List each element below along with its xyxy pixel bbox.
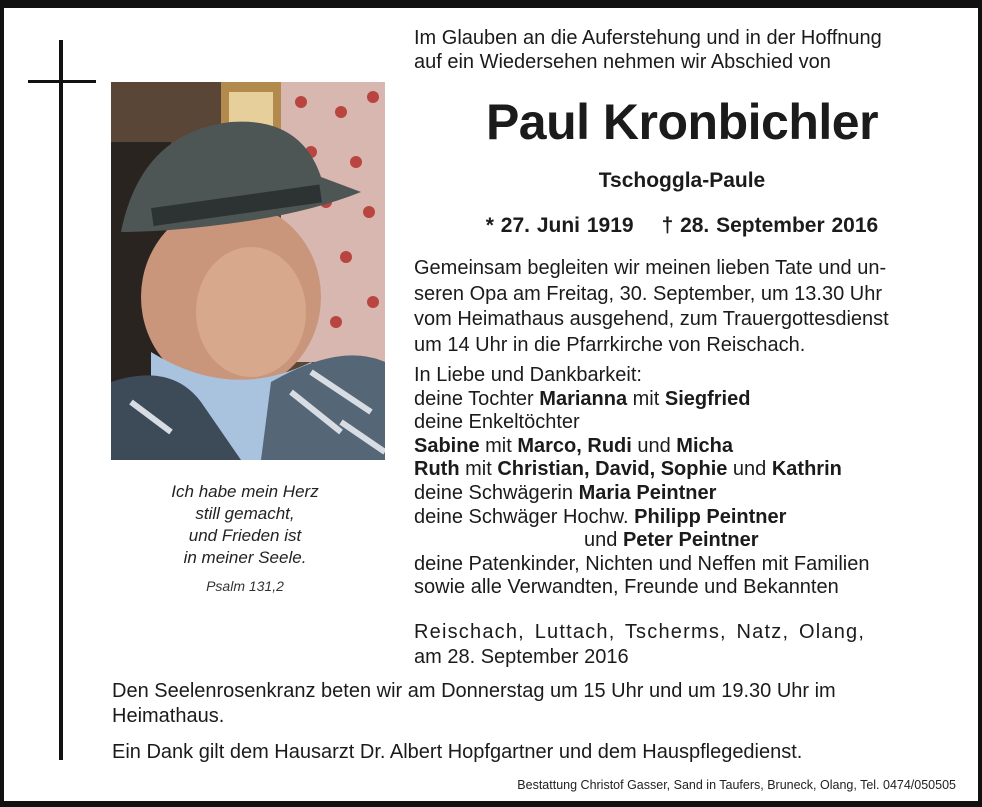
mourner-line: und Peter Peintner <box>584 529 759 552</box>
deceased-name: Paul Kronbichler <box>485 94 879 150</box>
thanks-line: Ein Dank gilt dem Hausarzt Dr. Albert Hopfgartner und dem Hauspflegedienst. <box>112 741 803 763</box>
death-date: † 28. September 2016 <box>661 214 879 237</box>
intro-text <box>414 26 882 74</box>
cross-icon-bar <box>28 80 96 83</box>
funeral-line: um 14 Uhr in die Pfarrkirche von Reischach. <box>414 333 806 356</box>
rosary-line: Heimathaus. <box>112 705 225 727</box>
mourner-line: deine Schwägerin Maria Peintner <box>414 481 717 504</box>
life-dates <box>414 213 950 239</box>
mourner-line: deine Schwäger Hochw. Philipp Peintner <box>414 505 787 528</box>
intro-line: Im Glauben an die Auferstehung und in der Hoffnung <box>414 27 882 49</box>
intro-line: auf ein Wiedersehen nehmen wir Abschied von <box>414 51 831 73</box>
rosary-info <box>112 679 836 729</box>
psalm-reference: Psalm 131,2 <box>206 578 284 594</box>
mourners-intro: In Liebe und Dankbarkeit: <box>414 364 642 386</box>
funeral-line: Gemeinsam begleiten wir meinen lieben Tate und un- <box>414 257 887 279</box>
mourner-line: deine Tochter Marianna mit Siegfried <box>414 387 751 410</box>
places: Reischach, Luttach, Tscherms, Natz, Olang, <box>414 621 866 643</box>
mourner-line: sowie alle Verwandten, Freunde und Bekannten <box>414 576 839 599</box>
mourner-line: Ruth mit Christian, David, Sophie und Kathrin <box>414 458 842 481</box>
nickname: Tschoggla-Paule <box>598 169 766 192</box>
mourners-list <box>414 364 869 600</box>
date: am 28. September 2016 <box>414 646 629 668</box>
cross-icon <box>59 40 63 760</box>
rosary-line: Den Seelenrosenkranz beten wir am Donnerstag um 15 Uhr und um 19.30 Uhr im <box>112 680 836 702</box>
funeral-home-footer: Bestattung Christof Gasser, Sand in Taufers, Bruneck, Olang, Tel. 0474/050505 <box>517 778 956 792</box>
funeral-line: seren Opa am Freitag, 30. September, um 13.30 Uhr <box>414 282 883 305</box>
psalm-line: still gemacht, <box>195 504 295 523</box>
mourner-line: deine Patenkinder, Nichten und Neffen mit Familien <box>414 552 870 575</box>
mourner-line: deine Enkeltöchter <box>414 411 580 434</box>
psalm-line: Ich habe mein Herz <box>171 482 319 501</box>
mourner-line: Sabine mit Marco, Rudi und Micha <box>414 434 733 457</box>
portrait-photo <box>111 82 385 460</box>
birth-date: * 27. Juni 1919 <box>485 214 634 237</box>
psalm-line: in meiner Seele. <box>183 548 307 567</box>
place-date <box>414 620 865 670</box>
funeral-info <box>414 256 889 358</box>
funeral-line: vom Heimathaus ausgehend, zum Trauergottesdienst <box>414 308 889 330</box>
psalm-quote <box>125 481 365 595</box>
psalm-line: und Frieden ist <box>188 526 302 545</box>
